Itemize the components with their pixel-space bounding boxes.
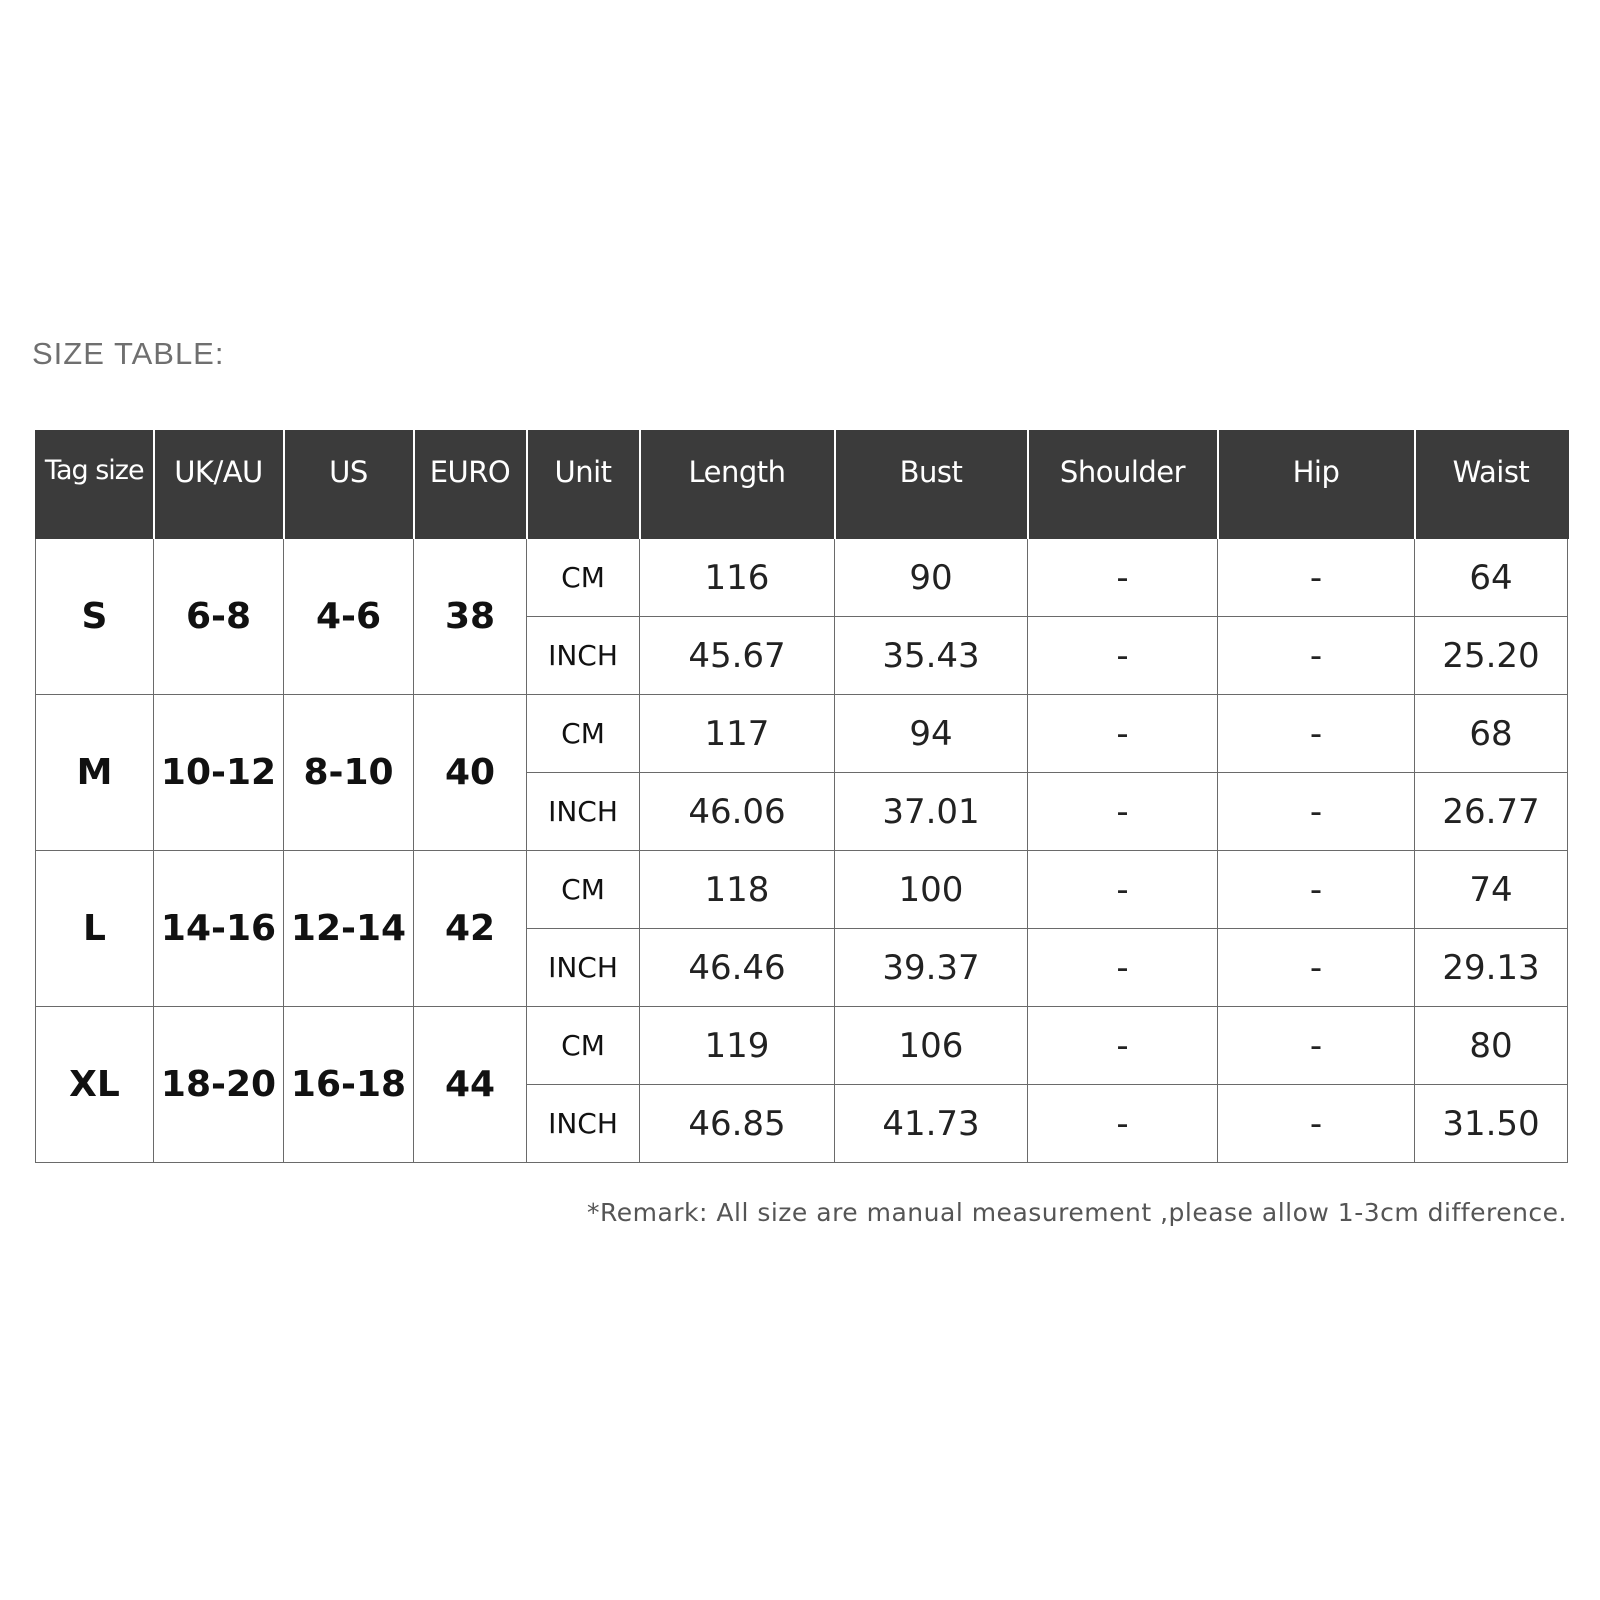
uk-au-cell: 10-12 xyxy=(154,695,284,851)
bust-cell: 37.01 xyxy=(835,773,1028,851)
hip-cell: - xyxy=(1218,1007,1415,1085)
length-cell: 45.67 xyxy=(640,617,835,695)
shoulder-cell: - xyxy=(1028,539,1218,617)
waist-cell: 68 xyxy=(1415,695,1568,773)
bust-cell: 100 xyxy=(835,851,1028,929)
shoulder-cell: - xyxy=(1028,773,1218,851)
unit-cell: CM xyxy=(527,695,640,773)
us-cell: 12-14 xyxy=(284,851,414,1007)
waist-cell: 25.20 xyxy=(1415,617,1568,695)
remark-note: *Remark: All size are manual measurement ,please allow 1-3cm difference. xyxy=(586,1198,1567,1227)
bust-cell: 39.37 xyxy=(835,929,1028,1007)
shoulder-cell: - xyxy=(1028,695,1218,773)
euro-cell: 44 xyxy=(414,1007,527,1163)
waist-cell: 74 xyxy=(1415,851,1568,929)
bust-cell: 94 xyxy=(835,695,1028,773)
bust-cell: 90 xyxy=(835,539,1028,617)
uk-au-cell: 14-16 xyxy=(154,851,284,1007)
header-hip: Hip xyxy=(1218,431,1415,539)
length-cell: 46.06 xyxy=(640,773,835,851)
waist-cell: 29.13 xyxy=(1415,929,1568,1007)
unit-cell: CM xyxy=(527,851,640,929)
page-title: SIZE TABLE: xyxy=(32,336,225,371)
unit-cell: INCH xyxy=(527,617,640,695)
header-length: Length xyxy=(640,431,835,539)
unit-cell: CM xyxy=(527,1007,640,1085)
length-cell: 116 xyxy=(640,539,835,617)
shoulder-cell: - xyxy=(1028,851,1218,929)
waist-cell: 80 xyxy=(1415,1007,1568,1085)
header-bust: Bust xyxy=(835,431,1028,539)
shoulder-cell: - xyxy=(1028,1007,1218,1085)
table-header-row xyxy=(36,431,1568,539)
header-unit: Unit xyxy=(527,431,640,539)
tag-size-cell: XL xyxy=(36,1007,154,1163)
unit-cell: INCH xyxy=(527,1085,640,1163)
length-cell: 118 xyxy=(640,851,835,929)
header-us: US xyxy=(284,431,414,539)
shoulder-cell: - xyxy=(1028,929,1218,1007)
length-cell: 46.46 xyxy=(640,929,835,1007)
table-body xyxy=(36,539,1568,1163)
hip-cell: - xyxy=(1218,773,1415,851)
bust-cell: 106 xyxy=(835,1007,1028,1085)
hip-cell: - xyxy=(1218,695,1415,773)
header-uk-au: UK/AU xyxy=(154,431,284,539)
bust-cell: 41.73 xyxy=(835,1085,1028,1163)
hip-cell: - xyxy=(1218,617,1415,695)
tag-size-cell: S xyxy=(36,539,154,695)
uk-au-cell: 18-20 xyxy=(154,1007,284,1163)
hip-cell: - xyxy=(1218,1085,1415,1163)
us-cell: 8-10 xyxy=(284,695,414,851)
table-row xyxy=(36,851,1568,929)
uk-au-cell: 6-8 xyxy=(154,539,284,695)
header-shoulder: Shoulder xyxy=(1028,431,1218,539)
shoulder-cell: - xyxy=(1028,617,1218,695)
euro-cell: 40 xyxy=(414,695,527,851)
tag-size-cell: M xyxy=(36,695,154,851)
header-euro: EURO xyxy=(414,431,527,539)
tag-size-cell: L xyxy=(36,851,154,1007)
length-cell: 117 xyxy=(640,695,835,773)
unit-cell: CM xyxy=(527,539,640,617)
header-tag-size: Tag size xyxy=(36,431,154,539)
hip-cell: - xyxy=(1218,539,1415,617)
waist-cell: 26.77 xyxy=(1415,773,1568,851)
euro-cell: 38 xyxy=(414,539,527,695)
waist-cell: 64 xyxy=(1415,539,1568,617)
euro-cell: 42 xyxy=(414,851,527,1007)
unit-cell: INCH xyxy=(527,773,640,851)
us-cell: 4-6 xyxy=(284,539,414,695)
shoulder-cell: - xyxy=(1028,1085,1218,1163)
us-cell: 16-18 xyxy=(284,1007,414,1163)
size-table xyxy=(35,430,1569,1163)
waist-cell: 31.50 xyxy=(1415,1085,1568,1163)
table-row xyxy=(36,539,1568,617)
unit-cell: INCH xyxy=(527,929,640,1007)
bust-cell: 35.43 xyxy=(835,617,1028,695)
table-row xyxy=(36,1007,1568,1085)
length-cell: 119 xyxy=(640,1007,835,1085)
header-waist: Waist xyxy=(1415,431,1568,539)
length-cell: 46.85 xyxy=(640,1085,835,1163)
hip-cell: - xyxy=(1218,851,1415,929)
hip-cell: - xyxy=(1218,929,1415,1007)
table-row xyxy=(36,695,1568,773)
